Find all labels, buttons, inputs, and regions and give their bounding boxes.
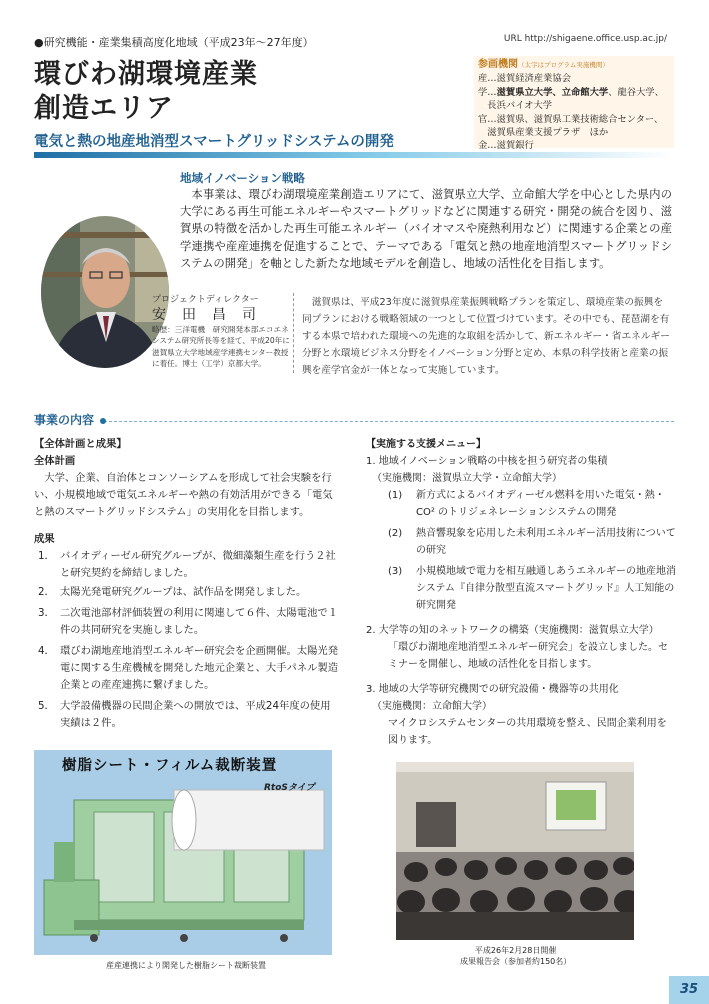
institutions-note: （太字はプログラム実施機関） xyxy=(518,61,609,69)
result-item: 5． 大学設備機器の民間企業への開放では、平成24年度の使用実績は２件。 xyxy=(38,700,331,729)
support-item-head: 1. 地域イノベーション戦略の中核を担う研究者の集積 xyxy=(366,456,608,467)
column-divider xyxy=(293,293,295,373)
result-item: 1． バイオディーゼル研究グループが、微細藻類生産を行う２社と研究契約を締結しました。 xyxy=(38,550,336,579)
support-subitem: (2) 熱音響現象を応用した未利用エネルギー活用技術についての研究 xyxy=(388,528,676,556)
support-subitem: (3) 小規模地域で電力を相互融通しあうエネルギーの地産地消システム『自律分散型直流スマートグリッド』人工知能の研究開発 xyxy=(388,566,676,611)
support-menu-heading: 【実施する支援メニュー】 xyxy=(366,439,486,450)
institution-row: 滋賀県産業支援プラザ ほか xyxy=(478,127,609,139)
result-item: 3． 二次電池部材評価装置の利用に関連して６件、太陽電池で１件の共同研究を実施しました。 xyxy=(38,607,339,636)
support-item-body: 「環びわ湖地産地消型エネルギー研究会」を設立しました。セミナーを開催し、地域の活性化を目指します。 xyxy=(388,642,668,670)
regional-overview: 滋賀県は、平成23年度に滋賀県産業振興戦略プランを策定し、環境産業の振興を同プランにおける戦略領域の一つとして位置づけています。その中でも、琵琶湖を有する本県で培われた環境への先進的な取組を活かして、新エネルギー・省エネルギー分野と水環境ビジネス分野をイノベーション分野と定め、本県の科学技術と産業の振興を産学官金が一体となって実施しています。 xyxy=(302,297,670,376)
strategy-body: 本事業は、環びわ湖環境産業創造エリアにて、滋賀県立大学、立命館大学を中心とした県内の大学にある再生可能エネルギーやスマートグリッドなどに関連する研究・開発の統合を図り、滋賀県の特徴を活かした再生可能エネルギー（バイオマスや廃熱利用など）に関連する企業との産学連携や産産連携を促進することで、テーマである「電気と熱の地産地消型スマートグリッドシステムの開発」を軸とした新たな地域モデルを創造し、地域の活性化を目指します。 xyxy=(180,187,672,270)
support-item-org: （実施機関：滋賀県立大学・立命館大学） xyxy=(372,473,562,484)
director-label: プロジェクトディレクター xyxy=(152,295,259,305)
institutions-heading: 参画機関（太字はプログラム実施機関） xyxy=(478,59,609,70)
page-title xyxy=(34,58,258,126)
institution-row: 産…滋賀経済産業協会 xyxy=(478,73,571,85)
plan-results-heading: 【全体計画と成果】 xyxy=(34,438,127,450)
machine-title: 樹脂シート・フィルム裁断装置 xyxy=(62,758,278,774)
result-item: 2． 太陽光発電研究グループは、試作品を開発しました。 xyxy=(38,586,307,598)
support-item-head: 3. 地域の大学等研究機関での研究設備・機器等の共用化 xyxy=(366,684,619,695)
title-underline-bar xyxy=(34,152,674,158)
overall-plan-body: 大学、企業、自治体とコンソーシアムを形成して社会実験を行い、小規模地域で電気エネルギーや熱の有効活用ができる「電気と熱のスマートグリッドシステム」の実用化を目指します。 xyxy=(34,472,333,518)
director-bio: 略歴：三洋電機 研究開発本部エコエネシステム研究所長等を経て、平成20年に滋賀県立大学地域産学連携センター教授に着任。博士（工学）京都大学。 xyxy=(152,325,290,369)
participating-institutions-box xyxy=(474,56,674,152)
strategy-heading: 地域イノベーション戦略 xyxy=(180,171,305,185)
result-item: 4． 環びわ湖地産地消型エネルギー研究会を企画開催。太陽光発電に関する生産機械を開発した地元企業と、大手パネル製造企業との産産連携に繋げました。 xyxy=(38,645,339,691)
director-name: 安田昌司 xyxy=(152,307,272,323)
machine-type-label: RtoSタイプ xyxy=(264,783,315,793)
machine-caption: 産産連携により開発した樹脂シート裁断装置 xyxy=(106,961,266,970)
institution-row: 学…滋賀県立大学、立命館大学、龍谷大学、 xyxy=(478,86,664,98)
series-tagline: ●研究機能・産業集積高度化地域（平成23年〜27年度） xyxy=(34,36,314,49)
page-title-line1: 環びわ湖環境産業 xyxy=(34,59,258,90)
institution-row: 金…滋賀銀行 xyxy=(478,140,534,152)
support-menu-column xyxy=(366,436,676,749)
page-subtitle: 電気と熱の地産地消型スマートグリッドシステムの開発 xyxy=(34,133,394,150)
results-heading: 成果 xyxy=(34,533,55,545)
plan-results-column xyxy=(34,436,338,732)
content-heading: 事業の内容 xyxy=(34,413,95,427)
institution-row: 長浜バイオ大学 xyxy=(478,100,553,112)
support-item-org: （実施機関：立命館大学） xyxy=(372,701,492,712)
content-heading-dot xyxy=(100,418,106,424)
overall-plan-heading: 全体計画 xyxy=(34,455,76,467)
director-portrait xyxy=(40,212,170,370)
seminar-photo xyxy=(396,762,634,940)
page-title-line2: 創造エリア xyxy=(34,93,174,124)
support-subitem: (1) 新方式によるバイオディーゼル燃料を用いた電気・熱・CO² のトリジェネレーションシステムの開発 xyxy=(388,490,665,518)
seminar-caption: 平成26年2月28日開催 成果報告会（参加者約150名） xyxy=(460,946,572,966)
support-item-head: 2. 大学等の知のネットワークの構築（実施機関：滋賀県立大学） xyxy=(366,625,659,636)
content-heading-rule xyxy=(104,421,674,422)
project-url[interactable]: URL http://shigaene.office.usp.ac.jp/ xyxy=(503,34,667,44)
support-item-body: マイクロシステムセンターの共用環境を整え、民間企業利用を図ります。 xyxy=(388,718,667,746)
page-number: 35 xyxy=(669,976,709,1004)
institution-row: 官…滋賀県、滋賀県工業技術総合センター、 xyxy=(478,113,664,125)
